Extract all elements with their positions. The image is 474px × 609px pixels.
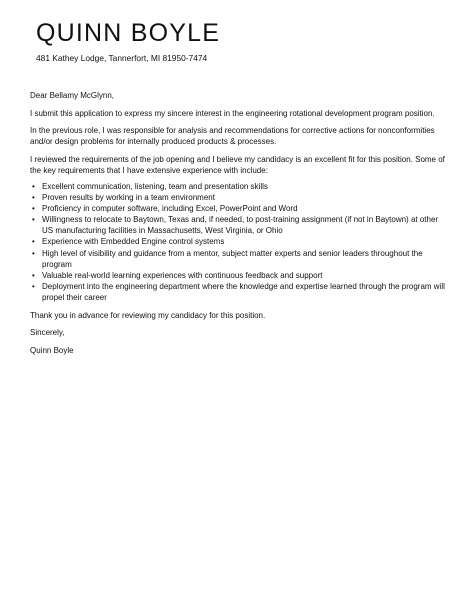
salutation: Dear Bellamy McGlynn, [30, 91, 115, 100]
paragraph-previous-role: In the previous role, I was responsible for analysis and recommendations for corrective actions for nonconformities and/or design problems for internally produced products & processes. [30, 126, 435, 147]
paragraph-requirements-intro: I reviewed the requirements of the job opening and I believe my candidacy is an excellent fit for this position. Some of the key requirements that I have extensive experience with include: [30, 155, 445, 176]
signoff: Sincerely, [30, 328, 65, 338]
list-item: • Deployment into the engineering department where the knowledge and expertise learned through the program will propel their career [30, 281, 450, 303]
list-item: • Excellent communication, listening, team and presentation skills [30, 181, 450, 192]
list-item: • Proficiency in computer software, including Excel, PowerPoint and Word [30, 203, 450, 214]
list-item: • High level of visibility and guidance from a mentor, subject matter experts and senior leaders throughout the program [30, 248, 450, 270]
applicant-address: 481 Kathey Lodge, Tannerfort, MI 81950-7474 [36, 53, 208, 63]
signature-name: Quinn Boyle [30, 345, 74, 355]
closing-line: Thank you in advance for reviewing my candidacy for this position. [30, 310, 266, 320]
paragraph-intro: I submit this application to express my sincere interest in the engineering rotational development program position. [30, 108, 435, 118]
list-item: • Willingness to relocate to Baytown, Texas and, if needed, to post-training assignment (if not in Baytown) at other US manufacturing facilities in Massachusetts, West Virginia, or Ohio [30, 214, 450, 236]
list-item: • Experience with Embedded Engine control systems [30, 236, 450, 247]
requirements-list [30, 181, 450, 303]
applicant-name: QUINN BOYLE [36, 19, 221, 47]
list-item: • Proven results by working in a team environment [30, 192, 450, 203]
letter-body [30, 90, 450, 363]
list-item: • Valuable real-world learning experiences with continuous feedback and support [30, 270, 450, 281]
